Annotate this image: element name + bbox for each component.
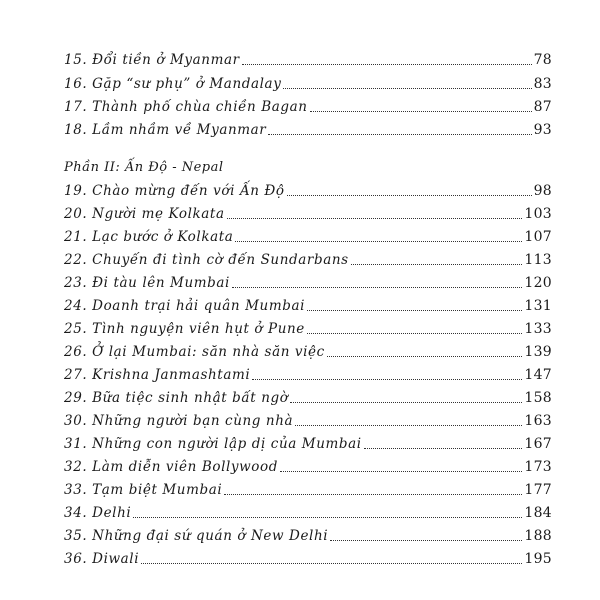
toc-entry[interactable] bbox=[64, 183, 552, 199]
leader-dots bbox=[330, 540, 522, 541]
toc-entry-title: 24. Doanh trại hải quân Mumbai bbox=[64, 298, 306, 314]
section-heading: Phần II: Ấn Độ - Nepal bbox=[64, 160, 224, 175]
leader-dots bbox=[252, 379, 522, 380]
toc-entry-page: 158 bbox=[524, 390, 552, 406]
leader-dots bbox=[235, 241, 522, 242]
toc-entry[interactable] bbox=[64, 99, 552, 115]
toc-entry-title: 30. Những người bạn cùng nhà bbox=[64, 413, 294, 429]
leader-dots bbox=[283, 88, 531, 89]
toc-entry-page: 120 bbox=[524, 275, 552, 291]
toc-entry-page: 163 bbox=[524, 413, 552, 429]
toc-entry-page: 113 bbox=[524, 252, 552, 268]
toc-entry-page: 93 bbox=[533, 122, 552, 138]
toc-entry-title: 23. Đi tàu lên Mumbai bbox=[64, 275, 230, 291]
leader-dots bbox=[327, 356, 523, 357]
toc-entry-page: 188 bbox=[524, 528, 552, 544]
toc-entry-page: 131 bbox=[524, 298, 552, 314]
toc-entry-title: 20. Người mẹ Kolkata bbox=[64, 206, 225, 222]
toc-entry-page: 87 bbox=[533, 99, 552, 115]
toc-entry-page: 103 bbox=[524, 206, 552, 222]
toc-entry[interactable] bbox=[64, 505, 552, 521]
toc-entry-title: 21. Lạc bước ở Kolkata bbox=[64, 229, 234, 245]
toc-entry-page: 177 bbox=[524, 482, 552, 498]
toc-entry[interactable] bbox=[64, 321, 552, 337]
toc-entry-title: 27. Krishna Janmashtami bbox=[64, 367, 251, 383]
leader-dots bbox=[290, 402, 522, 403]
leader-dots bbox=[268, 134, 531, 135]
toc-entry[interactable] bbox=[64, 298, 552, 314]
toc-entry-title: 31. Những con người lập dị của Mumbai bbox=[64, 436, 362, 452]
toc-entry-page: 133 bbox=[524, 321, 552, 337]
toc-entry-title: 35. Những đại sứ quán ở New Delhi bbox=[64, 528, 329, 544]
toc-entry[interactable] bbox=[64, 76, 552, 92]
toc-entry-page: 195 bbox=[524, 551, 552, 567]
toc-entry[interactable] bbox=[64, 275, 552, 291]
toc-entry-title: 15. Đổi tiền ở Myanmar bbox=[64, 52, 240, 68]
toc-entry-page: 184 bbox=[524, 505, 552, 521]
toc-entry[interactable] bbox=[64, 413, 552, 429]
leader-dots bbox=[310, 111, 532, 112]
toc-entry[interactable] bbox=[64, 528, 552, 544]
leader-dots bbox=[242, 64, 532, 65]
toc-entry[interactable] bbox=[64, 52, 552, 68]
toc-entry-page: 147 bbox=[524, 367, 552, 383]
toc-entry-title: 19. Chào mừng đến với Ấn Độ bbox=[64, 183, 285, 199]
leader-dots bbox=[295, 425, 522, 426]
toc-entry-page: 83 bbox=[533, 76, 552, 92]
leader-dots bbox=[224, 494, 522, 495]
toc-entry-title: 29. Bữa tiệc sinh nhật bất ngờ bbox=[64, 390, 289, 406]
toc-entry[interactable] bbox=[64, 344, 552, 360]
toc-entry[interactable] bbox=[64, 122, 552, 138]
leader-dots bbox=[364, 448, 523, 449]
toc-entry[interactable] bbox=[64, 459, 552, 475]
leader-dots bbox=[133, 517, 522, 518]
toc-entry-title: 33. Tạm biệt Mumbai bbox=[64, 482, 223, 498]
toc-entry-title: 25. Tình nguyện viên hụt ở Pune bbox=[64, 321, 305, 337]
toc-entry[interactable] bbox=[64, 390, 552, 406]
toc-entry-page: 107 bbox=[524, 229, 552, 245]
toc-entry-page: 98 bbox=[533, 183, 552, 199]
toc-entry-title: 32. Làm diễn viên Bollywood bbox=[64, 459, 278, 475]
leader-dots bbox=[141, 563, 522, 564]
toc-entry[interactable] bbox=[64, 551, 552, 567]
toc-entry[interactable] bbox=[64, 367, 552, 383]
leader-dots bbox=[307, 310, 522, 311]
leader-dots bbox=[351, 264, 523, 265]
toc-entry-title: 22. Chuyến đi tình cờ đến Sundarbans bbox=[64, 252, 349, 268]
leader-dots bbox=[280, 471, 522, 472]
toc-entry-title: 18. Lầm nhầm về Myanmar bbox=[64, 122, 267, 138]
toc-entry-page: 78 bbox=[533, 52, 552, 68]
leader-dots bbox=[287, 195, 532, 196]
leader-dots bbox=[232, 287, 522, 288]
toc-entry-page: 167 bbox=[524, 436, 552, 452]
toc-entry[interactable] bbox=[64, 206, 552, 222]
toc-entry-title: 26. Ở lại Mumbai: săn nhà săn việc bbox=[64, 344, 325, 360]
toc-entry-title: 17. Thành phố chùa chiền Bagan bbox=[64, 99, 308, 115]
toc-entry[interactable] bbox=[64, 252, 552, 268]
leader-dots bbox=[227, 218, 523, 219]
toc-entry-page: 139 bbox=[524, 344, 552, 360]
toc-entry[interactable] bbox=[64, 482, 552, 498]
toc-entry-title: 36. Diwali bbox=[64, 551, 140, 567]
toc-entry-page: 173 bbox=[524, 459, 552, 475]
toc-entry-title: 34. Delhi bbox=[64, 505, 132, 521]
leader-dots bbox=[307, 333, 522, 334]
toc-entry[interactable] bbox=[64, 436, 552, 452]
toc-entry[interactable] bbox=[64, 229, 552, 245]
toc-entry-title: 16. Gặp “sư phụ” ở Mandalay bbox=[64, 76, 282, 92]
